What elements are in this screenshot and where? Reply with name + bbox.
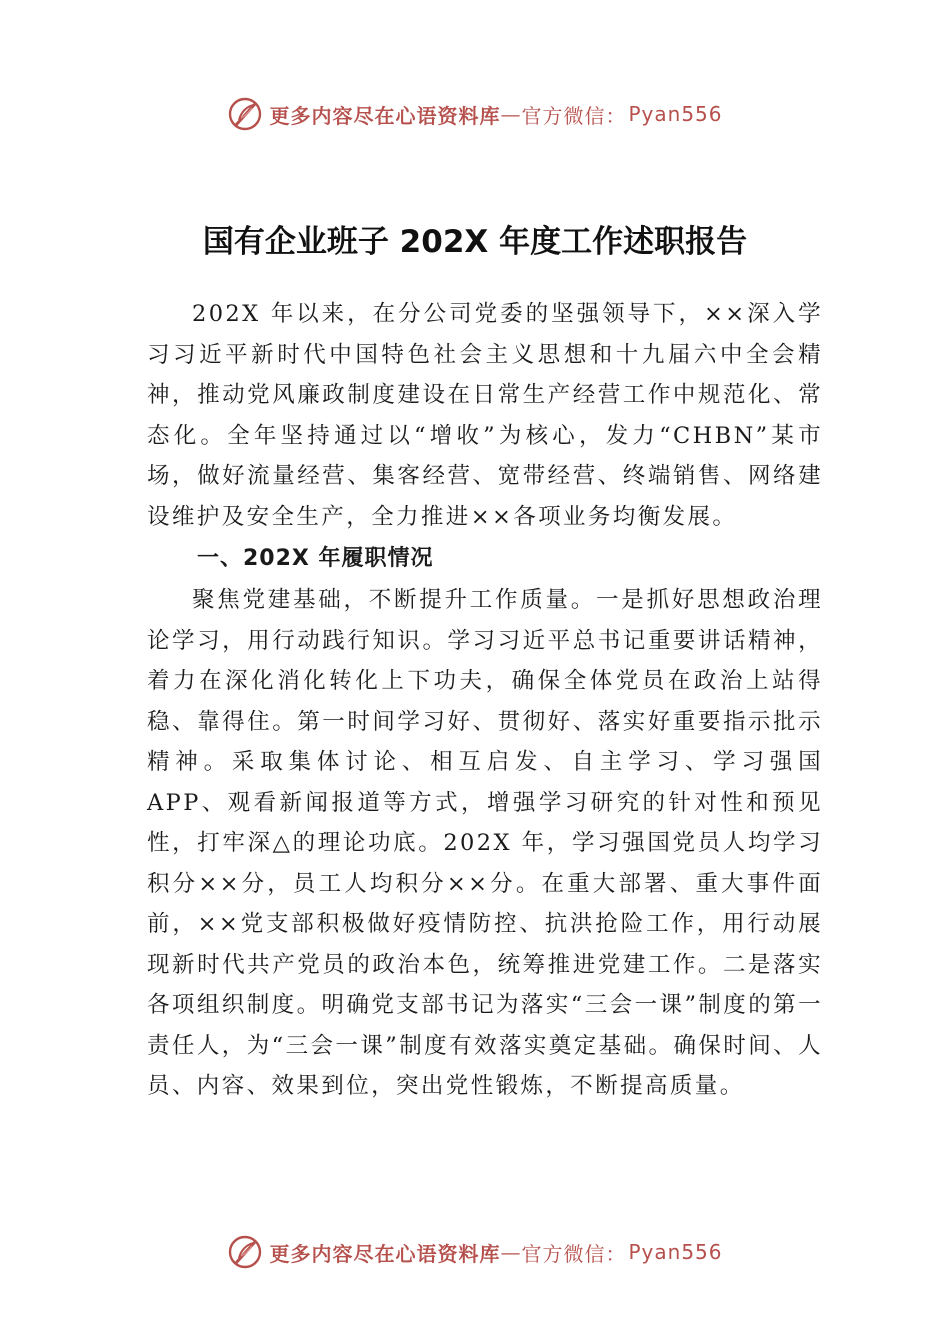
quill-pen-logo-icon: [227, 1234, 263, 1270]
watermark-wechat-label: 官方微信：: [521, 103, 627, 128]
watermark-dash: —: [500, 102, 522, 126]
footer-watermark: [0, 1232, 950, 1272]
document-body: [147, 294, 823, 1107]
watermark-site-text: 更多内容尽在心语资料库: [269, 103, 501, 128]
watermark-wechat-id: Pyan556: [628, 102, 723, 126]
watermark-site-text: 更多内容尽在心语资料库: [269, 1241, 501, 1266]
watermark-wechat-label: 官方微信：: [521, 1241, 627, 1266]
intro-paragraph: 202X 年以来，在分公司党委的坚强领导下，××深入学习习近平新时代中国特色社会主义思想和十九届六中全会精神，推动党风廉政制度建设在日常生产经营工作中规范化、常态化。全年坚持通过以“增收”为核心，发力“CHBN”某市场，做好流量经营、集客经营、宽带经营、终端销售、网络建设维护及安全生产，全力推进××各项业务均衡发展。: [147, 301, 823, 530]
section-heading: 一、202X 年履职情况: [197, 546, 434, 571]
document-title: 国有企业班子 202X 年度工作述职报告: [202, 224, 748, 260]
header-watermark: [0, 94, 950, 134]
section-paragraph: 聚焦党建基础，不断提升工作质量。一是抓好思想政治理论学习，用行动践行知识。学习习近平总书记重要讲话精神，着力在深化消化转化上下功夫，确保全体党员在政治上站得稳、靠得住。第一时间学习好、贯彻好、落实好重要指示批示精神。采取集体讨论、相互启发、自主学习、学习强国 APP、观看新闻报道等方式，增强学习研究的针对性和预见性，打牢深△的理论功底。202X 年，学习强国党员人均学习积分××分，员工人均积分××分。在重大部署、重大事件面前，××党支部积极做好疫情防控、抗洪抢险工作，用行动展现新时代共产党员的政治本色，统筹推进党建工作。二是落实各项组织制度。明确党支部书记为落实“三会一课”制度的第一责任人，为“三会一课”制度有效落实奠定基础。确保时间、人员、内容、效果到位，突出党性锻炼，不断提高质量。: [147, 587, 823, 1099]
watermark-dash: —: [500, 1240, 522, 1264]
watermark-wechat-id: Pyan556: [628, 1240, 723, 1264]
quill-pen-logo-icon: [227, 96, 263, 132]
